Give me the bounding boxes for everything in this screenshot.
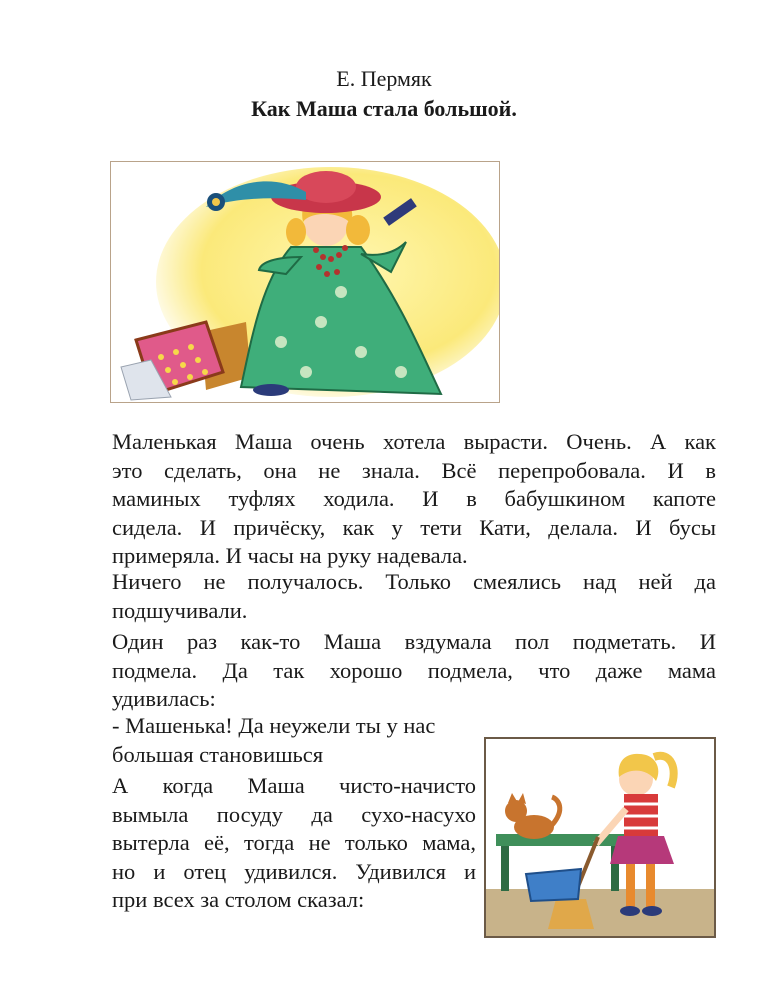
- story-paragraph-2: [112, 568, 716, 625]
- text-line: примеряла. И часы на руку надевала.: [112, 543, 468, 568]
- text-line: Маленькая Маша очень хотела вырасти. Очень. А как: [112, 429, 716, 454]
- illustration-girl-dressing-up: [110, 161, 500, 403]
- text-line: вымыла посуду да сухо-насухо: [112, 801, 476, 827]
- text-line: вытерла её, тогда не только мама,: [112, 830, 476, 855]
- story-paragraph-5: [112, 772, 476, 915]
- text-line: удивилась:: [112, 686, 216, 711]
- text-line: при всех за столом сказал:: [112, 887, 365, 912]
- text-line: маминых туфлях ходила. И в бабушкином капоте: [112, 486, 716, 511]
- story-title: Как Маша стала большой.: [251, 96, 517, 121]
- story-dialogue: [112, 712, 484, 769]
- illustration-girl-sweeping: [484, 737, 716, 938]
- story-paragraph-1: [112, 428, 716, 571]
- text-line: Один раз как-то Маша вздумала пол подметать. И: [112, 629, 716, 654]
- text-line: - Машенька! Да неужели ты у нас: [112, 713, 436, 738]
- text-line: это сделать, она не знала. Всё перепробовала. И в: [112, 457, 716, 483]
- text-line: но и отец удивился. Удивился и: [112, 858, 476, 884]
- author-name: Е. Пермяк: [336, 66, 432, 91]
- text-line: А когда Маша чисто-начисто: [112, 773, 476, 798]
- text-line: подмела. Да так хорошо подмела, что даже мама: [112, 657, 716, 683]
- text-line: подшучивали.: [112, 597, 248, 623]
- text-line: сидела. И причёску, как у тети Кати, делала. И бусы: [112, 514, 716, 540]
- story-paragraph-3: [112, 628, 716, 714]
- text-line: Ничего не получалось. Только смеялись над ней да: [112, 569, 716, 594]
- text-line: большая становишься: [112, 741, 324, 767]
